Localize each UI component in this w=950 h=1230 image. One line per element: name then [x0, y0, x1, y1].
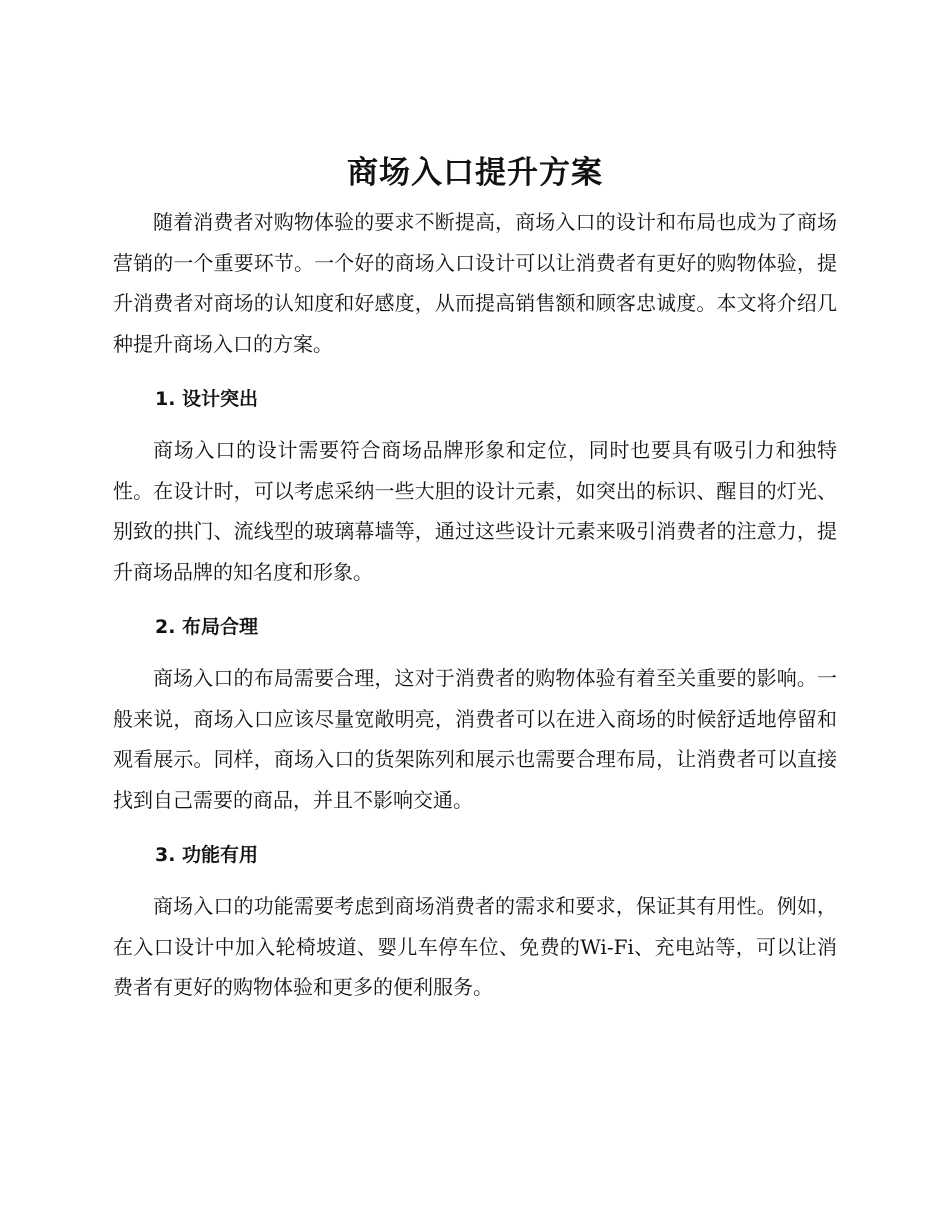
section-2	[113, 610, 837, 820]
section-heading: 3. 功能有用	[155, 844, 259, 866]
intro-paragraph: 随着消费者对购物体验的要求不断提高，商场入口的设计和布局也成为了商场营销的一个重要环节。一个好的商场入口设计可以让消费者有更好的购物体验，提升消费者对商场的认知度和好感度，从而提高销售额和顾客忠诚度。本文将介绍几种提升商场入口的方案。	[113, 210, 837, 356]
section-body: 商场入口的布局需要合理，这对于消费者的购物体验有着至关重要的影响。一般来说，商场入口应该尽量宽敞明亮，消费者可以在进入商场的时候舒适地停留和观看展示。同样，商场入口的货架陈列和展示也需要合理布局，让消费者可以直接找到自己需要的商品，并且不影响交通。	[113, 666, 837, 812]
section-body: 商场入口的功能需要考虑到商场消费者的需求和要求，保证其有用性。例如，在入口设计中加入轮椅坡道、婴儿车停车位、免费的Wi-Fi、充电站等，可以让消费者有更好的购物体验和更多的便利服务。	[113, 894, 837, 999]
section-body: 商场入口的设计需要符合商场品牌形象和定位，同时也要具有吸引力和独特性。在设计时，可以考虑采纳一些大胆的设计元素，如突出的标识、醒目的灯光、别致的拱门、流线型的玻璃幕墙等，通过这些设计元素来吸引消费者的注意力，提升商场品牌的知名度和形象。	[113, 438, 837, 584]
section-heading: 2. 布局合理	[155, 616, 259, 638]
document-title: 商场入口提升方案	[347, 155, 603, 191]
section-1	[113, 382, 837, 592]
document-page	[113, 148, 837, 1008]
section-3	[113, 838, 837, 1008]
section-heading: 1. 设计突出	[155, 388, 259, 410]
